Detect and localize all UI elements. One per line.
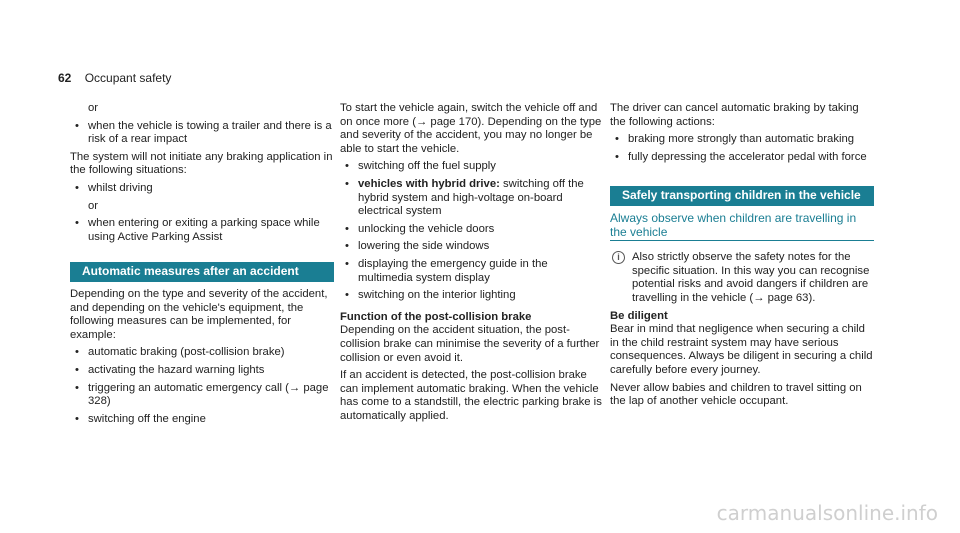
note-block — [610, 251, 874, 305]
list-item: • lowering the side windows — [340, 240, 604, 254]
paragraph: Bear in mind that negligence when securing a child in the child restraint system may have serious consequences. Always be diligent in securing a child carefully before every journey. — [610, 323, 873, 376]
hybrid-label: vehicles with hybrid drive: — [358, 177, 500, 190]
list-item: • switching off the fuel supply — [340, 160, 604, 174]
subheading: Function of the post-collision brake — [340, 310, 532, 323]
info-note-icon: i — [612, 251, 625, 264]
list-item: • switching on the interior lighting — [340, 289, 604, 303]
list-item: • when the vehicle is towing a trailer and there is a risk of a rear impact — [70, 120, 334, 147]
paragraph: Depending on the type and severity of the accident, and depending on the vehicle's equipment, the following measures can be implemented, for example: — [70, 287, 328, 341]
list-item — [340, 178, 604, 219]
list-item: • switching off the engine — [70, 413, 334, 427]
bullet-list — [610, 133, 874, 164]
list-item-link[interactable]: • triggering an automatic emergency call (→ page 328) — [70, 382, 334, 409]
hybrid-text: switching off the hybrid system and high-voltage on-board electrical system — [358, 177, 584, 218]
bullet-list — [70, 217, 334, 244]
list-item: • braking more strongly than automatic braking — [610, 133, 874, 147]
list-item: • displaying the emergency guide in the multimedia system display — [340, 258, 604, 285]
section-heading: Safely transporting children in the vehicle — [610, 186, 874, 206]
paragraph: The driver can cancel automatic braking by taking the following actions: — [610, 102, 859, 128]
or-text: or — [88, 199, 99, 212]
paragraph: If an accident is detected, the post-collision brake can implement automatic braking. When the vehicle has come to a standstill, the electric parking brake is automatically applied. — [340, 369, 602, 422]
list-item: • automatic braking (post-collision brake) — [70, 346, 334, 360]
section-heading: Automatic measures after an accident — [70, 262, 334, 282]
column-3 — [610, 102, 874, 413]
or-text: or — [88, 102, 99, 114]
page-header — [58, 71, 171, 85]
list-item: • whilst driving — [70, 182, 334, 196]
bullet-list — [70, 182, 334, 196]
paragraph: Never allow babies and children to travel sitting on the lap of another vehicle occupant. — [610, 381, 862, 408]
column-2 — [340, 102, 604, 427]
paragraph: The system will not initiate any braking application in the following situations: — [70, 150, 333, 177]
watermark: carmanualsonline.info — [716, 501, 938, 525]
bullet-list — [340, 160, 604, 302]
column-1 — [70, 102, 334, 430]
paragraph-link[interactable]: To start the vehicle again, switch the vehicle off and on once more (→ page 170). Depending on the type and severity of the accident, you may no longer be able to start the vehicle. — [340, 102, 602, 155]
warning-heading: Always observe when children are travelling in the vehicle — [610, 212, 874, 241]
list-item: • when entering or exiting a parking space while using Active Parking Assist — [70, 217, 334, 244]
page-number: 62 — [58, 71, 72, 85]
list-item: • activating the hazard warning lights — [70, 364, 334, 378]
bullet-list — [70, 120, 334, 147]
paragraph: Depending on the accident situation, the post-collision brake can minimise the severity of a further collision or even avoid it. — [340, 324, 600, 364]
list-item: • fully depressing the accelerator pedal with force — [610, 151, 874, 165]
subheading: Be diligent — [610, 309, 668, 322]
section-name: Occupant safety — [84, 71, 172, 85]
note-text-link[interactable]: Also strictly observe the safety notes for the specific situation. In this way you can recognise potential risks and avoid dangers if children are travelling in the vehicle (→ page 63). — [632, 251, 870, 304]
bullet-list — [70, 346, 334, 426]
list-item: • unlocking the vehicle doors — [340, 223, 604, 237]
